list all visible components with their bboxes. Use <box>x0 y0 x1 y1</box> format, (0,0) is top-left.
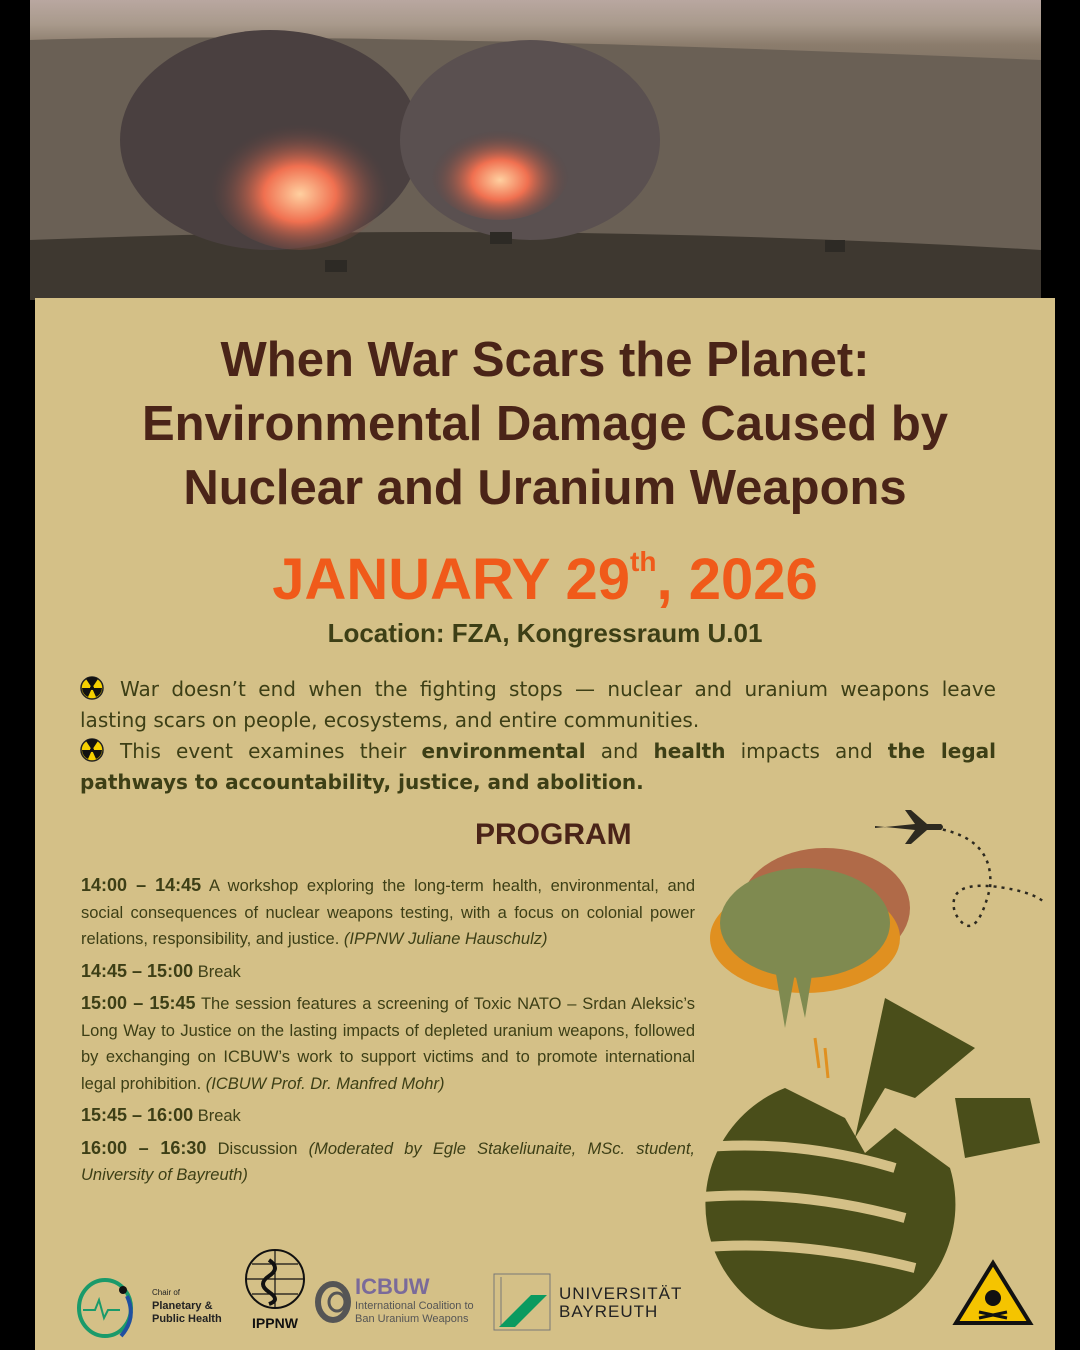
program-speaker: (Moderated by Egle Stakeliunaite, MSc. student, University of Bayreuth) <box>81 1139 695 1184</box>
airplane-icon <box>875 810 943 844</box>
event-panel <box>35 298 1055 1350</box>
title-line: Nuclear and Uranium Weapons <box>183 461 907 515</box>
intro-bold: the legal pathways to accountability, justice, and abolition. <box>80 739 996 794</box>
date-day: JANUARY 29 <box>272 547 631 612</box>
logo-text: International Coalition to <box>355 1300 474 1312</box>
intro-text-part: impacts and <box>725 739 888 763</box>
explosion-illustration <box>30 0 1041 300</box>
icbuw-logo <box>315 1274 474 1329</box>
program-heading: PROGRAM <box>475 818 632 851</box>
program-item <box>81 990 695 1097</box>
program-list <box>81 872 695 1194</box>
logo-text: ICBUW <box>355 1274 430 1299</box>
logo-text: Chair of <box>152 1288 181 1297</box>
program-time: 15:45 – 16:00 <box>81 1105 194 1125</box>
event-title <box>35 328 1055 520</box>
program-item <box>81 1135 695 1189</box>
program-description: Break <box>197 962 241 981</box>
globe-caduceus-icon <box>244 1248 306 1310</box>
program-item <box>81 872 695 953</box>
program-item <box>81 958 695 986</box>
program-item <box>81 1102 695 1130</box>
intro-text-part: This event examines their <box>120 739 422 763</box>
program-description: A workshop exploring the long-term health, environmental, and social consequences of nuclear weapons testing, with a focus on colonial power relations, responsibility, and justice. <box>81 877 695 948</box>
radiation-icon <box>80 738 104 762</box>
bayreuth-logo <box>493 1273 683 1336</box>
program-speaker: (IPPNW Juliane Hauschulz) <box>343 930 548 948</box>
program-description: The session features a screening of Toxic NATO – Srdan Aleksic’s Long Way to Justice on the lasting impacts of depleted uranium weapons, followed by exchanging on ICBUW’s work to support victims and to promote international legal prohibition. <box>81 995 695 1093</box>
event-location: Location: FZA, Kongressraum U.01 <box>327 618 763 648</box>
title-line: Environmental Damage Caused by <box>141 397 948 451</box>
intro-paragraph <box>80 736 996 798</box>
intro-text-part: and <box>585 739 654 763</box>
title-line: When War Scars the Planet: <box>220 333 870 387</box>
logo-text: IPPNW <box>252 1315 298 1331</box>
ippnw-logo <box>240 1248 310 1331</box>
event-date <box>35 546 1055 613</box>
intro-bold: health <box>653 739 726 763</box>
planetary-health-logo <box>75 1278 222 1343</box>
logo-text: Public Health <box>152 1313 222 1325</box>
logo-text: Planetary & <box>152 1300 213 1312</box>
intro-paragraph <box>80 674 996 736</box>
program-speaker: (ICBUW Prof. Dr. Manfred Mohr) <box>205 1074 445 1093</box>
date-suffix: th <box>630 546 657 577</box>
radiation-icon <box>80 676 104 700</box>
program-description: Break <box>197 1107 241 1125</box>
intro-bold: environmental <box>421 739 586 763</box>
partner-logos <box>75 1248 1055 1343</box>
program-time: 15:00 – 15:45 <box>81 993 196 1013</box>
explosion-photo <box>30 0 1041 300</box>
intro-p1: War doesn’t end when the fighting stops — nuclear and uranium weapons leave lasting scars on people, ecosystems, and entire communities. <box>80 677 996 732</box>
date-year: , 2026 <box>656 547 818 612</box>
program-time: 14:00 – 14:45 <box>81 875 202 895</box>
program-description: Discussion <box>217 1139 298 1158</box>
logo-text: UNIVERSITÄT <box>559 1284 683 1303</box>
bayreuth-emblem-icon <box>493 1273 551 1331</box>
program-time: 16:00 – 16:30 <box>81 1137 207 1158</box>
program-time: 14:45 – 15:00 <box>81 960 194 981</box>
logo-text: BAYREUTH <box>559 1302 659 1321</box>
logo-text: Ban Uranium Weapons <box>355 1313 469 1325</box>
icbuw-emblem-icon <box>315 1280 351 1324</box>
intro-text <box>80 674 996 798</box>
planetary-health-emblem-icon <box>75 1278 141 1338</box>
